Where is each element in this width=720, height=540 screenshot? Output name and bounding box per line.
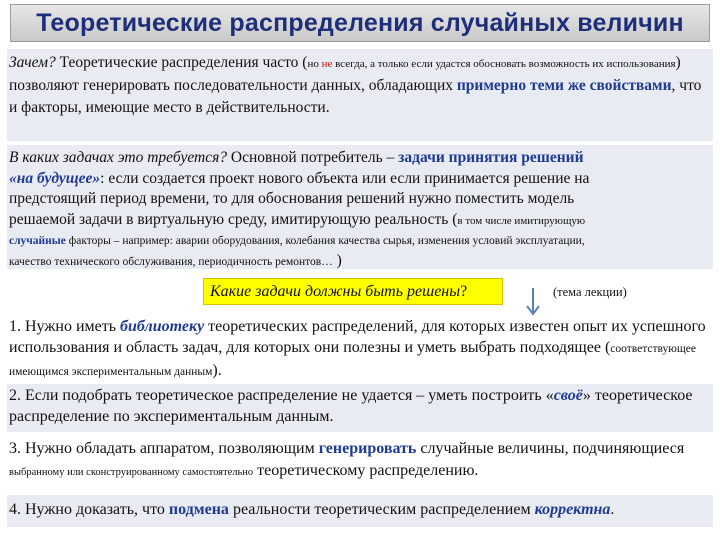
tasks-line-3: предстоящий период времени, то для обоснования решений нужно поместить модель xyxy=(9,190,575,207)
tasks-highlight-2: «на будущее» xyxy=(9,169,101,187)
item-4-highlight-1: подмена xyxy=(168,501,229,518)
tasks-line-4 xyxy=(9,210,709,232)
question-mark: ? xyxy=(460,282,468,300)
question-text: Какие задачи должны быть решены xyxy=(210,282,461,300)
question-highlight-box xyxy=(203,278,503,305)
tasks-text-4b: в том числе имитирующую xyxy=(457,214,586,227)
why-note-2: всегда, а только если удастся обосновать возможность их использования xyxy=(332,58,676,70)
tasks-highlight-1: задачи принятия решений xyxy=(398,149,584,166)
item-1-text-a: 1. Нужно иметь xyxy=(9,318,121,335)
item-3 xyxy=(7,436,713,488)
tasks-text-6a: качество технического обслуживания, периодичность ремонтов… xyxy=(9,256,333,268)
item-3-text-a: 3. Нужно обладать аппаратом, позволяющим xyxy=(9,440,319,457)
tasks-text-5: факторы – например: аварии оборудования, колебания качества сырья, изменения условий эксплуатации, xyxy=(65,235,585,247)
why-question: Зачем? xyxy=(9,54,56,71)
item-2 xyxy=(7,384,713,432)
lecture-note: (тема лекции) xyxy=(553,285,627,299)
item-3-small: выбранному или сконструированному самостоятельно xyxy=(9,467,254,478)
tasks-line-1 xyxy=(9,148,709,169)
tasks-text-4a: решаемой задачи в виртуальную среду, имитирующую реальность ( xyxy=(9,210,458,228)
title-bar xyxy=(10,4,710,42)
tasks-line-5 xyxy=(9,231,709,251)
why-note-1: но xyxy=(307,58,322,70)
item-4 xyxy=(7,495,713,527)
why-paragraph xyxy=(7,49,713,141)
why-highlight: примерно теми же свойствами xyxy=(456,77,672,94)
item-3-text-b: случайные величины, подчиняющиеся xyxy=(416,440,685,457)
slide-title: Теоретические распределения случайных величин xyxy=(36,8,684,37)
item-4-text-c: . xyxy=(610,501,615,518)
item-1-text-c: ). xyxy=(212,362,222,379)
item-2-highlight: своё xyxy=(553,387,583,404)
why-text-2: ) позволяют генерировать последовательности данных, обладающих xyxy=(9,54,681,94)
why-text-1: Теоретические распределения часто ( xyxy=(55,54,308,71)
why-text-3: , что и факторы, имеющие место в действительности. xyxy=(9,77,702,116)
tasks-highlight-3: случайные xyxy=(9,235,66,247)
item-3-highlight: генерировать xyxy=(318,440,417,457)
tasks-paragraph xyxy=(7,145,713,269)
tasks-line-6 xyxy=(9,251,709,272)
arrow-down-icon xyxy=(523,288,543,318)
item-4-text-b: реальности теоретическим распределением xyxy=(228,501,535,518)
tasks-text-2: : если создается проект нового объекта или если принимается решение на xyxy=(100,169,590,187)
item-3-text-c: теоретическому распределению. xyxy=(253,462,479,479)
tasks-text-1: Основной потребитель – xyxy=(227,149,399,166)
tasks-text-6b: ) xyxy=(332,252,342,269)
item-4-text-a: 4. Нужно доказать, что xyxy=(9,501,169,518)
item-1-small: соответствующее имеющимся экспериментальным данным xyxy=(9,343,696,378)
item-1-text-b: теоретических распределений, для которых известен опыт их успешного использования и область задач, для которых они полезны и уметь выбрать подходящее ( xyxy=(9,318,706,356)
tasks-question: В каких задачах это требуется? xyxy=(9,149,228,166)
item-2-text-a: 2. Если подобрать теоретическое распределение не удается – уметь построить « xyxy=(9,387,554,404)
item-2-text-b: » теоретическое распределение по экспериментальным данным. xyxy=(9,387,693,425)
item-1 xyxy=(7,316,713,380)
item-1-highlight: библиотеку xyxy=(120,318,205,335)
why-note-ne: не xyxy=(321,58,333,70)
tasks-line-2 xyxy=(9,169,709,190)
item-4-highlight-2: корректна xyxy=(534,501,611,518)
